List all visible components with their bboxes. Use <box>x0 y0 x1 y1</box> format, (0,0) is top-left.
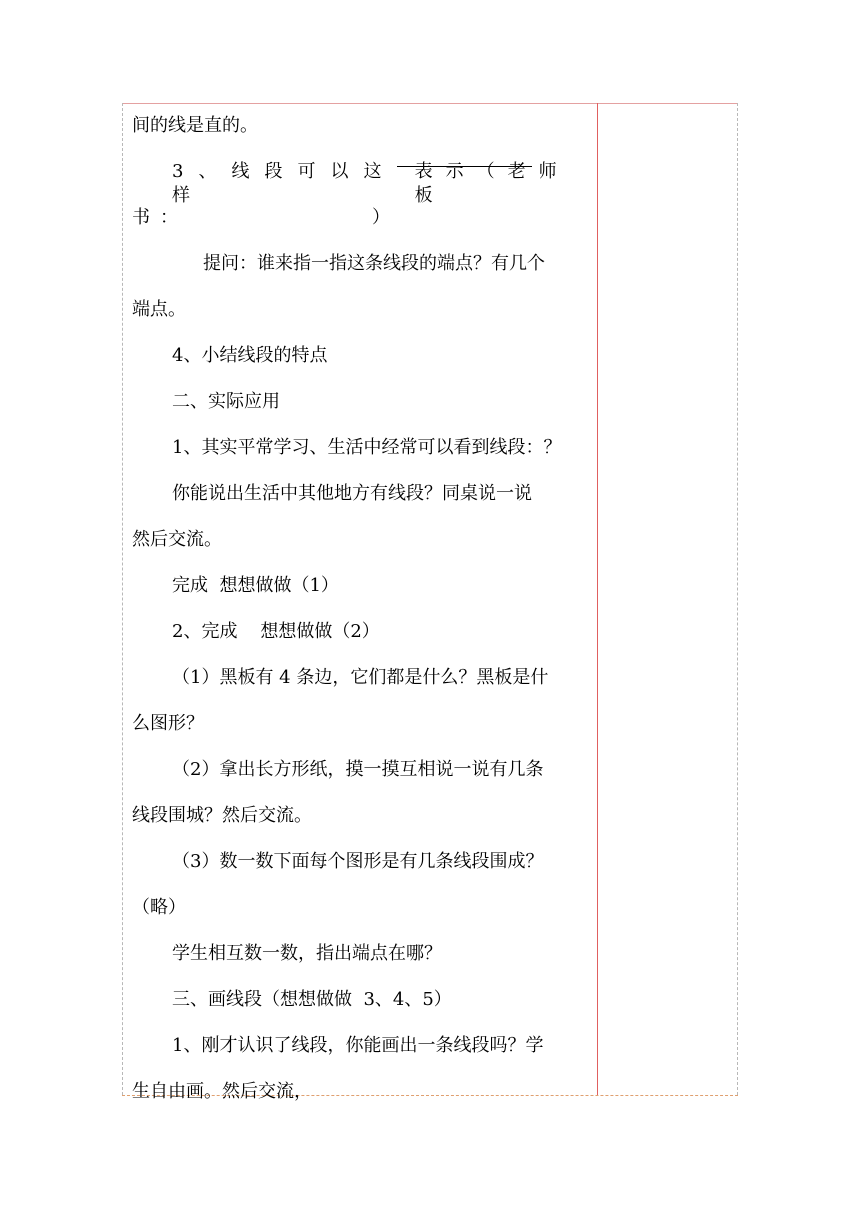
text-line-6: 4、小结线段的特点 <box>172 345 328 366</box>
table-right-border <box>737 103 738 1095</box>
text-line-1: 间的线是直的。 <box>132 115 258 136</box>
text-line-4: 提问：谁来指一指这条线段的端点？有几个 <box>203 253 545 274</box>
text-line-13: （1）黑板有 4 条边，它们都是什么？黑板是什 <box>172 667 549 688</box>
text-line-18: （略） <box>132 897 186 918</box>
text-line-5: 端点。 <box>132 299 186 320</box>
column-divider <box>597 103 598 1095</box>
text-line-2 <box>172 160 590 208</box>
text-line-19: 学生相互数一数，指出端点在哪？ <box>172 943 442 964</box>
text-line-7: 二、实际应用 <box>172 391 280 412</box>
text-line-9: 你能说出生活中其他地方有线段？同桌说一说 <box>172 483 532 504</box>
text-line-10: 然后交流。 <box>132 529 222 550</box>
text-line-14: 么图形？ <box>132 713 204 734</box>
line-segment-label: 3、线段可以这样 <box>172 161 397 206</box>
text-line-20: 三、画线段（想想做做 3、4、5） <box>172 989 452 1010</box>
text-line-21: 1、刚才认识了线段，你能画出一条线段吗？学 <box>172 1035 544 1056</box>
text-line-17: （3）数一数下面每个图形是有几条线段围成？ <box>172 851 544 872</box>
text-line-12: 2、完成 想想做做（2） <box>172 621 380 642</box>
text-line-11: 完成 想想做做（1） <box>172 575 339 596</box>
drawn-line-segment <box>397 166 532 167</box>
text-line-22: 生自由画。然后交流， <box>132 1081 312 1102</box>
text-line-15: （2）拿出长方形纸，摸一摸互相说一说有几条 <box>172 759 544 780</box>
text-line-8: 1、其实平常学习、生活中经常可以看到线段：？ <box>172 437 562 458</box>
table-top-border <box>122 103 738 104</box>
text-line-16: 线段围城？然后交流。 <box>132 805 312 826</box>
table-left-border <box>122 103 123 1095</box>
text-line-3b: ） <box>372 207 390 228</box>
board-label: 表示（老师板 <box>414 161 570 206</box>
text-line-3a: 书： <box>132 207 188 228</box>
